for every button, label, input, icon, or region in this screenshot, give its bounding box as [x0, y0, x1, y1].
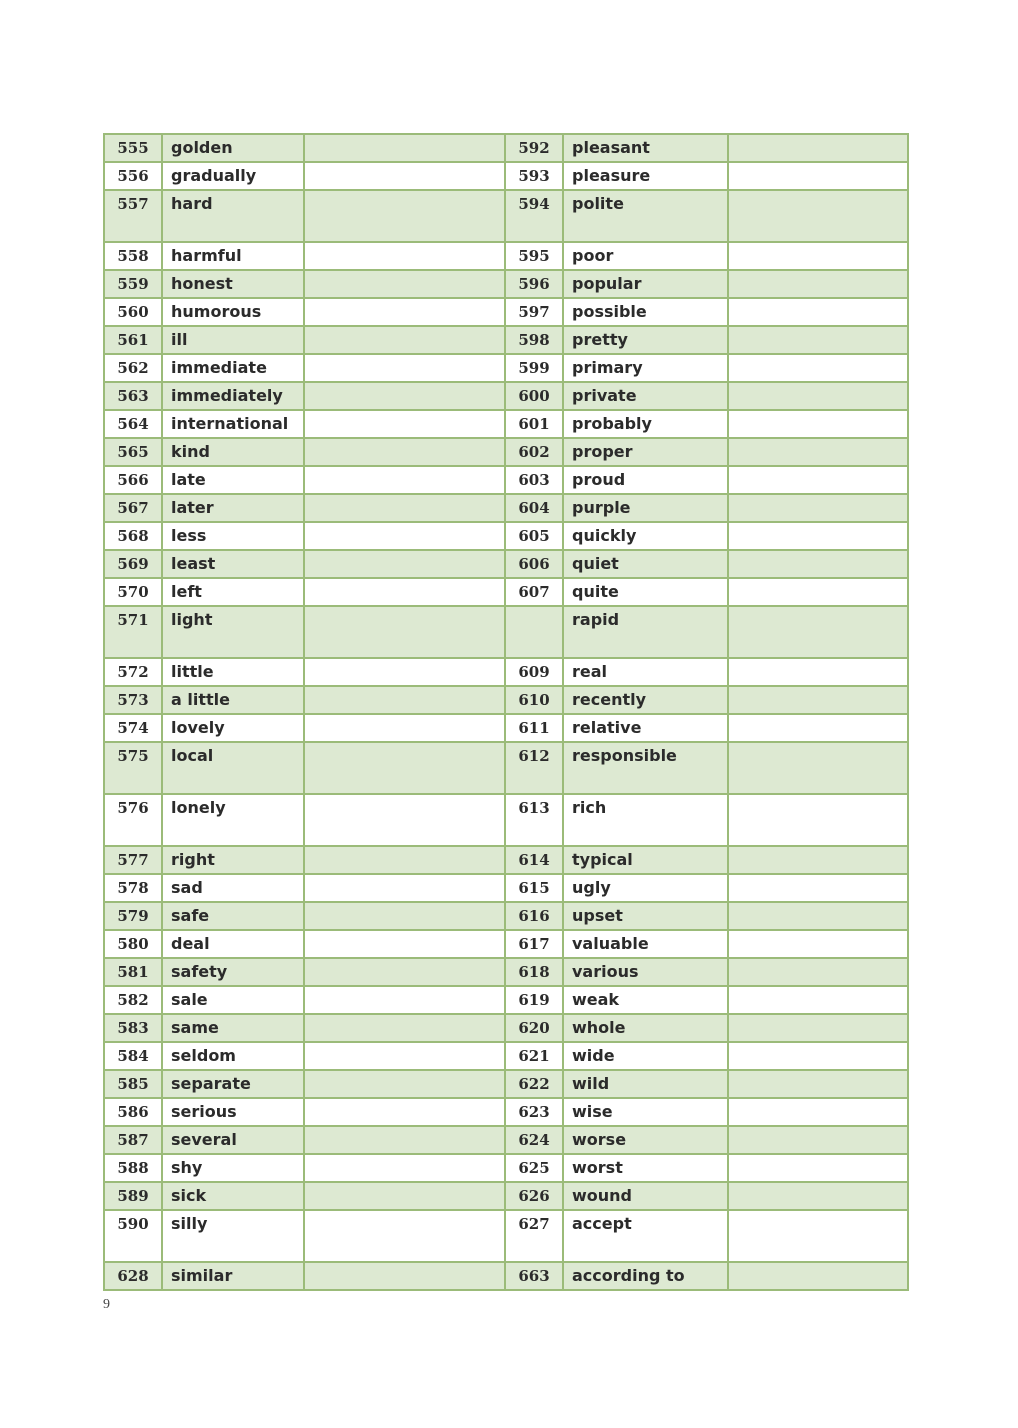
entry-number-left: 574 [104, 714, 162, 742]
blank-answer-left [304, 298, 505, 326]
table-row [104, 658, 908, 686]
entry-number-right: 627 [505, 1210, 563, 1262]
entry-word-left: similar [162, 1262, 304, 1290]
entry-word-left: immediate [162, 354, 304, 382]
blank-answer-right [728, 742, 908, 794]
blank-answer-left [304, 902, 505, 930]
entry-number-left: 560 [104, 298, 162, 326]
table-row [104, 902, 908, 930]
table-row [104, 1182, 908, 1210]
entry-word-left: least [162, 550, 304, 578]
blank-answer-left [304, 874, 505, 902]
entry-word-left: sick [162, 1182, 304, 1210]
entry-number-right: 611 [505, 714, 563, 742]
entry-number-right: 617 [505, 930, 563, 958]
table-row [104, 410, 908, 438]
page-number: 9 [103, 1297, 110, 1312]
blank-answer-left [304, 134, 505, 162]
entry-word-right: typical [563, 846, 728, 874]
table-row [104, 1014, 908, 1042]
entry-number-left: 586 [104, 1098, 162, 1126]
entry-number-left: 587 [104, 1126, 162, 1154]
entry-word-left: golden [162, 134, 304, 162]
entry-word-right: probably [563, 410, 728, 438]
entry-number-left: 579 [104, 902, 162, 930]
entry-number-left: 584 [104, 1042, 162, 1070]
table-row [104, 1098, 908, 1126]
blank-answer-right [728, 578, 908, 606]
blank-answer-left [304, 686, 505, 714]
entry-number-right: 663 [505, 1262, 563, 1290]
table-row [104, 874, 908, 902]
entry-word-left: lovely [162, 714, 304, 742]
blank-answer-right [728, 494, 908, 522]
entry-number-right: 594 [505, 190, 563, 242]
entry-number-left: 576 [104, 794, 162, 846]
entry-word-left: humorous [162, 298, 304, 326]
entry-number-left: 585 [104, 1070, 162, 1098]
blank-answer-left [304, 1182, 505, 1210]
entry-number-left: 580 [104, 930, 162, 958]
entry-number-right: 605 [505, 522, 563, 550]
entry-word-left: less [162, 522, 304, 550]
entry-word-left: separate [162, 1070, 304, 1098]
entry-word-right: whole [563, 1014, 728, 1042]
table-row [104, 466, 908, 494]
table-row [104, 930, 908, 958]
entry-word-left: light [162, 606, 304, 658]
entry-word-right: wise [563, 1098, 728, 1126]
entry-number-right: 626 [505, 1182, 563, 1210]
blank-answer-right [728, 1126, 908, 1154]
blank-answer-right [728, 522, 908, 550]
entry-number-left: 568 [104, 522, 162, 550]
entry-word-right: various [563, 958, 728, 986]
entry-word-left: late [162, 466, 304, 494]
blank-answer-left [304, 1262, 505, 1290]
table-row [104, 550, 908, 578]
entry-word-left: international [162, 410, 304, 438]
blank-answer-right [728, 410, 908, 438]
entry-number-left: 565 [104, 438, 162, 466]
entry-word-left: safe [162, 902, 304, 930]
entry-word-left: right [162, 846, 304, 874]
blank-answer-left [304, 606, 505, 658]
table-row [104, 846, 908, 874]
blank-answer-right [728, 1182, 908, 1210]
entry-word-right: valuable [563, 930, 728, 958]
entry-word-left: several [162, 1126, 304, 1154]
entry-word-right: real [563, 658, 728, 686]
entry-word-right: relative [563, 714, 728, 742]
entry-number-right: 621 [505, 1042, 563, 1070]
blank-answer-left [304, 1126, 505, 1154]
entry-word-right: weak [563, 986, 728, 1014]
entry-word-right: responsible [563, 742, 728, 794]
blank-answer-right [728, 958, 908, 986]
entry-word-right: wound [563, 1182, 728, 1210]
entry-word-right: wild [563, 1070, 728, 1098]
entry-word-left: shy [162, 1154, 304, 1182]
table-row [104, 494, 908, 522]
entry-word-right: primary [563, 354, 728, 382]
blank-answer-right [728, 1014, 908, 1042]
table-row [104, 606, 908, 658]
blank-answer-right [728, 686, 908, 714]
entry-word-right: possible [563, 298, 728, 326]
table-row [104, 578, 908, 606]
vocabulary-table-body [104, 134, 908, 1290]
entry-word-left: honest [162, 270, 304, 298]
blank-answer-left [304, 190, 505, 242]
entry-word-left: seldom [162, 1042, 304, 1070]
entry-number-left: 570 [104, 578, 162, 606]
table-row [104, 686, 908, 714]
blank-answer-left [304, 742, 505, 794]
blank-answer-right [728, 162, 908, 190]
blank-answer-right [728, 242, 908, 270]
blank-answer-right [728, 1210, 908, 1262]
table-row [104, 958, 908, 986]
entry-word-left: a little [162, 686, 304, 714]
table-row [104, 1154, 908, 1182]
entry-word-left: sale [162, 986, 304, 1014]
blank-answer-right [728, 270, 908, 298]
entry-number-left: 577 [104, 846, 162, 874]
entry-word-left: deal [162, 930, 304, 958]
entry-number-left: 589 [104, 1182, 162, 1210]
blank-answer-left [304, 578, 505, 606]
blank-answer-right [728, 902, 908, 930]
entry-number-left: 583 [104, 1014, 162, 1042]
entry-number-left: 559 [104, 270, 162, 298]
entry-number-right: 607 [505, 578, 563, 606]
entry-number-left: 561 [104, 326, 162, 354]
blank-answer-left [304, 714, 505, 742]
table-row [104, 1126, 908, 1154]
entry-number-right: 616 [505, 902, 563, 930]
entry-number-left: 563 [104, 382, 162, 410]
entry-number-right: 596 [505, 270, 563, 298]
entry-number-right: 610 [505, 686, 563, 714]
entry-number-right: 599 [505, 354, 563, 382]
entry-number-right: 597 [505, 298, 563, 326]
entry-word-right: pretty [563, 326, 728, 354]
entry-word-right: rapid [563, 606, 728, 658]
blank-answer-left [304, 522, 505, 550]
entry-word-left: safety [162, 958, 304, 986]
blank-answer-left [304, 1070, 505, 1098]
entry-word-left: later [162, 494, 304, 522]
entry-number-right: 623 [505, 1098, 563, 1126]
entry-number-right: 615 [505, 874, 563, 902]
blank-answer-right [728, 606, 908, 658]
table-row [104, 354, 908, 382]
entry-number-left: 562 [104, 354, 162, 382]
entry-word-left: little [162, 658, 304, 686]
entry-word-right: wide [563, 1042, 728, 1070]
entry-word-right: private [563, 382, 728, 410]
table-row [104, 438, 908, 466]
table-row [104, 190, 908, 242]
entry-word-right: worst [563, 1154, 728, 1182]
entry-number-left: 581 [104, 958, 162, 986]
blank-answer-left [304, 1210, 505, 1262]
entry-number-right: 612 [505, 742, 563, 794]
entry-word-right: rich [563, 794, 728, 846]
entry-word-left: ill [162, 326, 304, 354]
entry-number-right: 624 [505, 1126, 563, 1154]
entry-number-right: 603 [505, 466, 563, 494]
entry-word-right: purple [563, 494, 728, 522]
entry-number-left: 555 [104, 134, 162, 162]
blank-answer-right [728, 1070, 908, 1098]
entry-number-right: 593 [505, 162, 563, 190]
entry-number-right: 620 [505, 1014, 563, 1042]
entry-word-right: proper [563, 438, 728, 466]
blank-answer-left [304, 354, 505, 382]
blank-answer-right [728, 874, 908, 902]
entry-word-right: quiet [563, 550, 728, 578]
entry-number-right: 618 [505, 958, 563, 986]
table-row [104, 714, 908, 742]
entry-number-left: 556 [104, 162, 162, 190]
blank-answer-right [728, 326, 908, 354]
blank-answer-left [304, 1098, 505, 1126]
blank-answer-right [728, 1154, 908, 1182]
entry-number-right: 600 [505, 382, 563, 410]
entry-number-right: 602 [505, 438, 563, 466]
blank-answer-left [304, 466, 505, 494]
entry-number-left: 557 [104, 190, 162, 242]
blank-answer-right [728, 550, 908, 578]
entry-number-left: 572 [104, 658, 162, 686]
entry-word-left: hard [162, 190, 304, 242]
entry-word-left: serious [162, 1098, 304, 1126]
entry-number-right: 601 [505, 410, 563, 438]
table-row [104, 326, 908, 354]
entry-word-right: recently [563, 686, 728, 714]
table-row [104, 1042, 908, 1070]
blank-answer-right [728, 382, 908, 410]
entry-word-right: poor [563, 242, 728, 270]
entry-word-right: pleasure [563, 162, 728, 190]
entry-number-right: 619 [505, 986, 563, 1014]
entry-number-right: 614 [505, 846, 563, 874]
table-row [104, 522, 908, 550]
entry-word-right: quite [563, 578, 728, 606]
entry-number-right: 604 [505, 494, 563, 522]
blank-answer-right [728, 190, 908, 242]
entry-word-right: polite [563, 190, 728, 242]
entry-number-left: 575 [104, 742, 162, 794]
entry-word-left: local [162, 742, 304, 794]
entry-word-right: pleasant [563, 134, 728, 162]
blank-answer-left [304, 986, 505, 1014]
blank-answer-left [304, 930, 505, 958]
entry-word-right: proud [563, 466, 728, 494]
table-row [104, 382, 908, 410]
entry-word-left: same [162, 1014, 304, 1042]
vocabulary-table [103, 133, 909, 1291]
entry-number-left: 573 [104, 686, 162, 714]
entry-number-right: 606 [505, 550, 563, 578]
entry-number-left: 564 [104, 410, 162, 438]
blank-answer-right [728, 438, 908, 466]
blank-answer-left [304, 326, 505, 354]
blank-answer-right [728, 930, 908, 958]
table-row [104, 794, 908, 846]
entry-number-left: 582 [104, 986, 162, 1014]
blank-answer-right [728, 298, 908, 326]
blank-answer-left [304, 550, 505, 578]
entry-number-right: 609 [505, 658, 563, 686]
blank-answer-right [728, 134, 908, 162]
entry-number-left: 558 [104, 242, 162, 270]
entry-word-left: immediately [162, 382, 304, 410]
entry-number-right: 613 [505, 794, 563, 846]
entry-number-left: 566 [104, 466, 162, 494]
entry-number-left: 578 [104, 874, 162, 902]
blank-answer-left [304, 958, 505, 986]
table-row [104, 742, 908, 794]
table-row [104, 986, 908, 1014]
entry-word-right: upset [563, 902, 728, 930]
entry-number-left: 571 [104, 606, 162, 658]
blank-answer-left [304, 162, 505, 190]
blank-answer-right [728, 466, 908, 494]
entry-word-left: gradually [162, 162, 304, 190]
blank-answer-left [304, 410, 505, 438]
entry-number-right: 598 [505, 326, 563, 354]
blank-answer-right [728, 354, 908, 382]
entry-word-right: worse [563, 1126, 728, 1154]
entry-number-right: 592 [505, 134, 563, 162]
table-row [104, 1210, 908, 1262]
blank-answer-right [728, 1262, 908, 1290]
entry-word-left: harmful [162, 242, 304, 270]
blank-answer-right [728, 714, 908, 742]
entry-number-right: 595 [505, 242, 563, 270]
table-row [104, 134, 908, 162]
entry-word-left: left [162, 578, 304, 606]
blank-answer-left [304, 846, 505, 874]
blank-answer-left [304, 658, 505, 686]
entry-number-right: 625 [505, 1154, 563, 1182]
entry-number-right [505, 606, 563, 658]
entry-number-left: 628 [104, 1262, 162, 1290]
blank-answer-right [728, 794, 908, 846]
table-row [104, 162, 908, 190]
blank-answer-left [304, 494, 505, 522]
blank-answer-left [304, 382, 505, 410]
blank-answer-left [304, 242, 505, 270]
blank-answer-left [304, 794, 505, 846]
blank-answer-right [728, 986, 908, 1014]
blank-answer-right [728, 658, 908, 686]
table-row [104, 270, 908, 298]
blank-answer-left [304, 438, 505, 466]
entry-word-right: accept [563, 1210, 728, 1262]
entry-word-left: lonely [162, 794, 304, 846]
table-row [104, 242, 908, 270]
blank-answer-right [728, 1042, 908, 1070]
entry-number-left: 590 [104, 1210, 162, 1262]
entry-number-left: 567 [104, 494, 162, 522]
blank-answer-left [304, 1014, 505, 1042]
entry-number-left: 588 [104, 1154, 162, 1182]
blank-answer-left [304, 1042, 505, 1070]
entry-word-right: ugly [563, 874, 728, 902]
entry-number-right: 622 [505, 1070, 563, 1098]
blank-answer-left [304, 270, 505, 298]
table-row [104, 1070, 908, 1098]
blank-answer-right [728, 846, 908, 874]
entry-word-right: according to [563, 1262, 728, 1290]
entry-word-left: kind [162, 438, 304, 466]
entry-word-right: popular [563, 270, 728, 298]
blank-answer-right [728, 1098, 908, 1126]
blank-answer-left [304, 1154, 505, 1182]
entry-number-left: 569 [104, 550, 162, 578]
entry-word-left: sad [162, 874, 304, 902]
entry-word-left: silly [162, 1210, 304, 1262]
entry-word-right: quickly [563, 522, 728, 550]
table-row [104, 298, 908, 326]
table-row [104, 1262, 908, 1290]
